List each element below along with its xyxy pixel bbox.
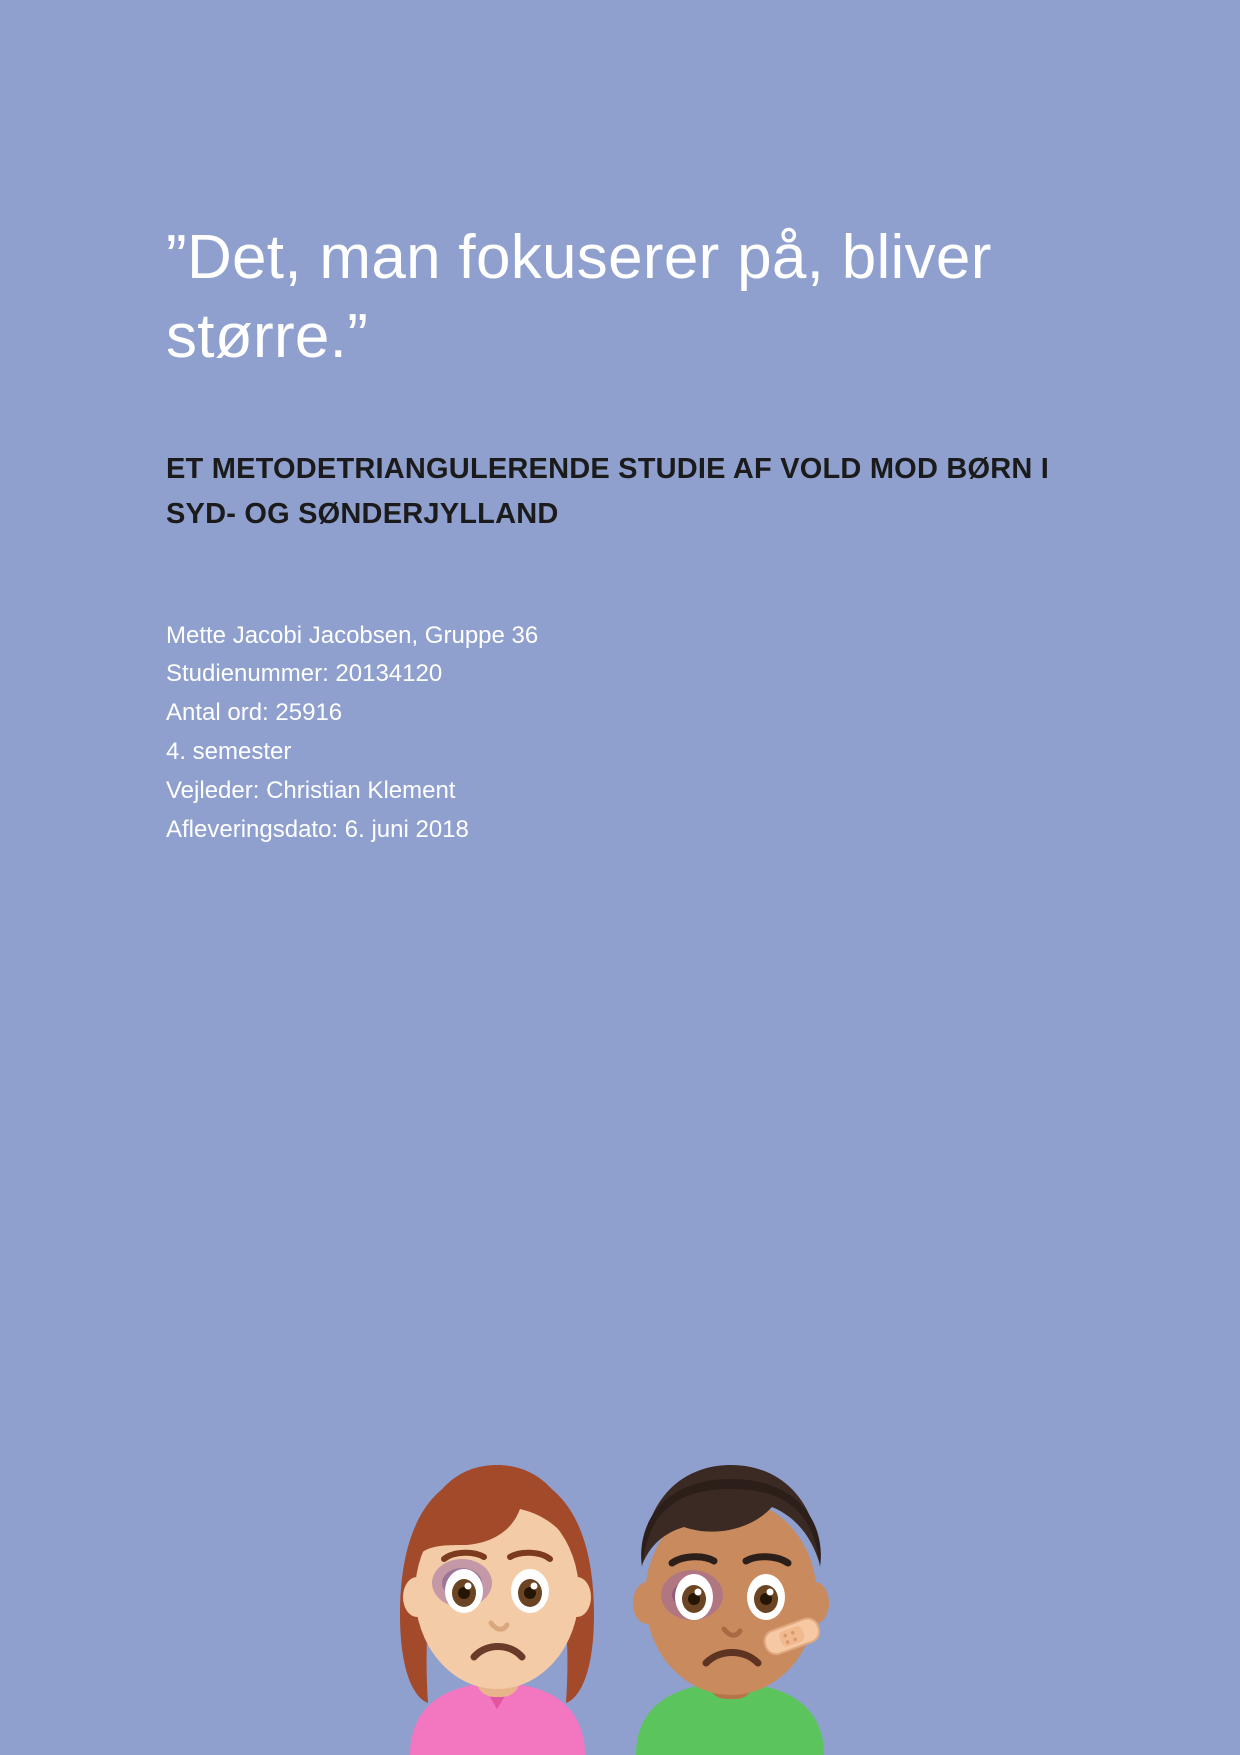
cover-illustration [0, 1425, 1240, 1755]
cover-text-block [166, 218, 1106, 850]
student-number: Studienummer: 20134120 [166, 660, 443, 688]
sad-girl-emoji [370, 1435, 625, 1755]
page-subtitle: ET METODETRIANGULERENDE STUDIE AF VOLD MOD BØRN I SYD- OG SØNDERJYLLAND [166, 452, 1050, 530]
page-title: ”Det, man fokuserer på, bliver større.” [166, 223, 992, 372]
author-line: Mette Jacobi Jacobsen, Gruppe 36 [166, 621, 539, 649]
due-date: Afleveringsdato: 6. juni 2018 [166, 815, 469, 843]
semester: 4. semester [166, 738, 292, 766]
sad-boy-emoji [600, 1445, 865, 1755]
two-sad-children-emoji [360, 1425, 880, 1755]
supervisor: Vejleder: Christian Klement [166, 777, 456, 805]
metadata-block [166, 617, 1106, 850]
word-count: Antal ord: 25916 [166, 699, 343, 727]
